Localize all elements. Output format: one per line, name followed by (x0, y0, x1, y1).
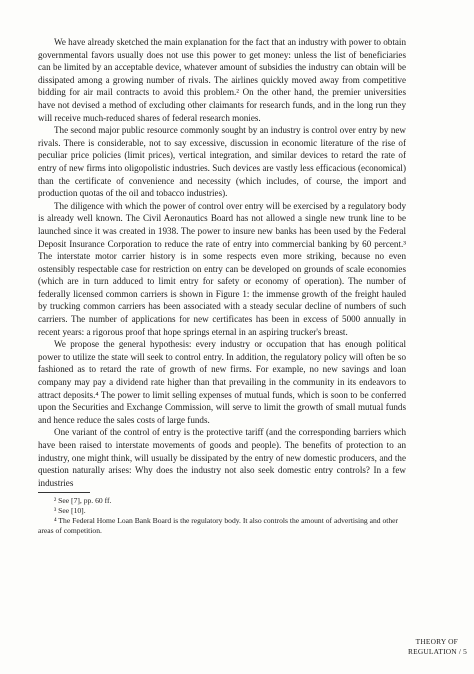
footnote-2: ² See [7], pp. 60 ff. (54, 496, 112, 506)
paragraph-3: The diligence with which the power of control over entry will be exercised by a regulatory body is already well known. The Civil Aeronautics Board has not allowed a single new trunk line to be launched since it was created in 1938. The power to insure new banks has been used by the Federal Deposit Insurance Corporation to reduce the rate of entry into commercial banking by 60 percent.³ The interstate motor carrier history is in some respects even more striking, because no even ostensibly respectable case for restriction on entry can be developed on grounds of scale economies (which are in turn adduced to limit entry for safety or economy of operation). The number of federally licensed common carriers is shown in Figure 1: the immense growth of the freight hauled by trucking common carriers has been associated with a steady secular decline of numbers of such carriers. The number of applications for new certificates has been in excess of 5000 annually in recent years: a rigorous proof that hope springs eternal in an aspiring trucker's breast. (38, 200, 406, 337)
page-body (38, 36, 406, 536)
running-head-title: THEORY OF (415, 637, 458, 646)
paragraph-4: We propose the general hypothesis: every industry or occupation that has enough political power to utilize the state will seek to control entry. In addition, the regulatory policy will often be so fashioned as to retard the rate of growth of new firms. For example, no new savings and loan company may pay a dividend rate higher than that prevailing in the community in its endeavors to attract deposits.⁴ The power to limit selling expenses of mutual funds, which is soon to be conferred upon the Securities and Exchange Commission, will serve to limit the growth of small mutual funds and hence reduce the sales costs of large funds. (38, 339, 406, 425)
paragraph-2: The second major public resource commonly sought by an industry is control over entry by new rivals. There is considerable, not to say excessive, discussion in economic literature of the rise of peculiar price policies (limit prices), vertical integration, and similar devices to retard the rate of entry of new firms into oligopolistic industries. Such devices are vastly less efficacious (economical) than the certificate of convenience and necessity (which includes, of course, the import and production quotas of the oil and tobacco industries). (38, 125, 406, 199)
footnote-4: ⁴ The Federal Home Loan Bank Board is the regulatory body. It also controls the amount of advertising and other areas of competition. (38, 515, 399, 535)
running-head-page: REGULATION / 5 (408, 647, 468, 657)
running-head (408, 637, 468, 658)
footnote-3: ³ See [10]. (54, 506, 86, 516)
paragraph-1: We have already sketched the main explanation for the fact that an industry with power to obtain governmental favors usually does not use this power to get money: unless the list of beneficiaries can be limited by an acceptable device, whatever amount of subsidies the industry can obtain will be dissipated among a growing number of rivals. The airlines quickly moved away from competitive bidding for air mail contracts to avoid this problem.² On the other hand, the premier universities have not devised a method of excluding other claimants for research funds, and in the long run they will receive much-reduced shares of federal research monies. (38, 37, 406, 123)
paragraph-5: One variant of the control of entry is the protective tariff (and the corresponding barriers which have been raised to interstate movements of goods and people). The benefits of protection to an industry, one might think, will usually be dissipated by the entry of new domestic producers, and the question naturally arises: Why does the industry not also seek domestic entry controls? In a few industries (38, 427, 406, 488)
footnote-divider (38, 492, 90, 493)
